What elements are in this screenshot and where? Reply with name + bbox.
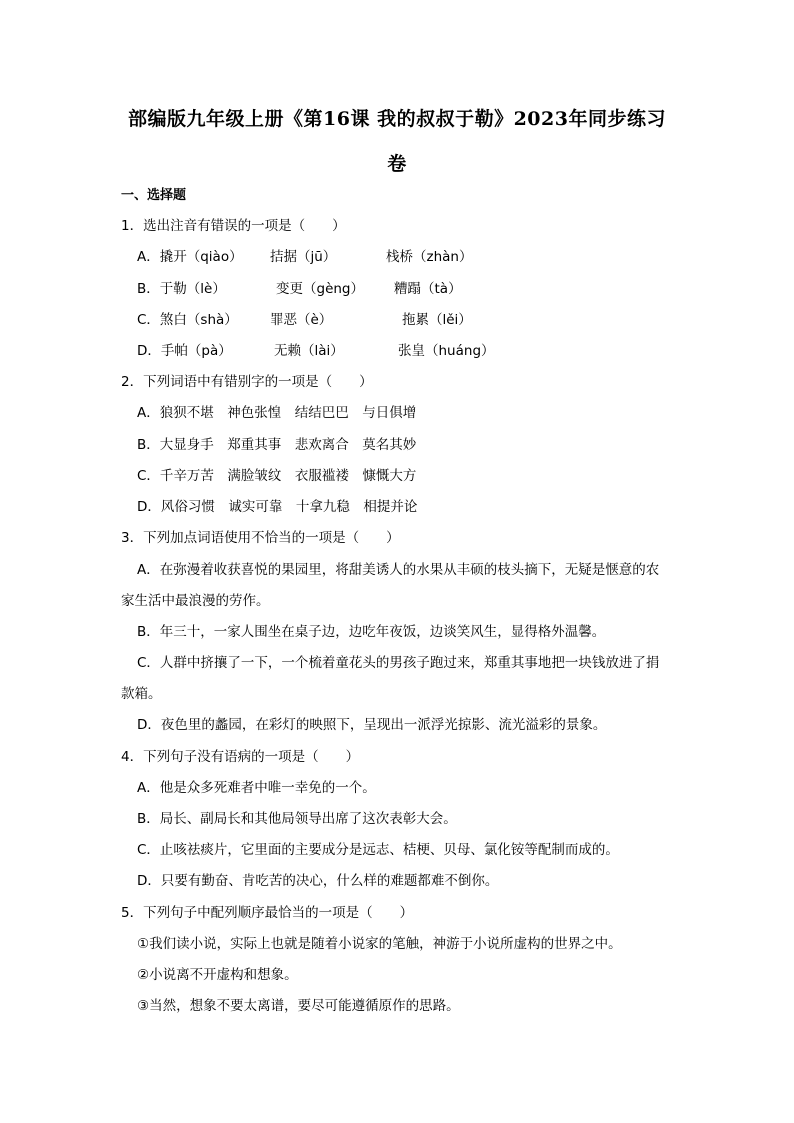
q4-option-a: A．他是众多死难者中唯一幸免的一个。 xyxy=(137,780,376,796)
q2-option-a: A．狼狈不堪 神色张惶 结结巴巴 与日俱增 xyxy=(137,405,417,421)
q1-option-a-1: A．撬开（qiào） xyxy=(137,249,243,265)
q1-option-c-3: 拖累（lěi） xyxy=(402,312,472,328)
q3-option-c-line1: C．人群中挤攘了一下，一个梳着童花头的男孩子跑过来，郑重其事地把一块钱放进了捐 xyxy=(137,655,660,671)
q3-option-b: B．年三十，一家人围坐在桌子边，边吃年夜饭，边谈笑风生，显得格外温馨。 xyxy=(137,624,606,640)
q1-option-c-2: 罪恶（è） xyxy=(270,312,333,328)
document-title-line1: 部编版九年级上册《第16课 我的叔叔于勒》2023年同步练习 xyxy=(128,108,666,130)
q5-sentence-1: ①我们读小说，实际上也就是随着小说家的笔触，神游于小说所虚构的世界之中。 xyxy=(137,936,622,952)
q1-option-d-2: 无赖（lài） xyxy=(274,343,344,359)
q1-option-d-1: D．手帕（pà） xyxy=(137,343,232,359)
document-title-line2: 卷 xyxy=(387,153,407,175)
q1-option-b-2: 变更（gèng） xyxy=(276,281,365,297)
q3-option-d: D．夜色里的蠡园，在彩灯的映照下，呈现出一派浮光掠影、流光溢彩的景象。 xyxy=(137,717,607,733)
q4-option-d: D．只要有勤奋、肯吃苦的决心，什么样的难题都难不倒你。 xyxy=(137,873,499,889)
q1-option-b-1: B．于勒（lè） xyxy=(137,281,226,297)
q1-option-c-1: C．煞白（shà） xyxy=(137,312,238,328)
question-5-stem: 5．下列句子中配列顺序最恰当的一项是（ ） xyxy=(121,905,414,921)
q1-option-d-3: 张皇（huáng） xyxy=(398,343,495,359)
q2-option-c: C．千辛万苦 满脸皱纹 衣服褴褛 慷慨大方 xyxy=(137,468,417,484)
question-4-stem: 4．下列句子没有语病的一项是（ ） xyxy=(121,749,360,765)
q4-option-c: C．止咳祛痰片，它里面的主要成分是远志、桔梗、贝母、氯化铵等配制而成的。 xyxy=(137,842,619,858)
q3-option-a-line2: 家生活中最浪漫的劳作。 xyxy=(121,593,270,609)
q2-option-d: D．风俗习惯 诚实可靠 十拿九稳 相提并论 xyxy=(137,499,418,515)
q3-option-a-line1: A．在弥漫着收获喜悦的果园里，将甜美诱人的水果从丰硕的枝头摘下，无疑是惬意的农 xyxy=(137,562,660,578)
section-heading: 一、选择题 xyxy=(121,188,187,203)
question-3-stem: 3．下列加点词语使用不恰当的一项是（ ） xyxy=(121,530,400,546)
q2-option-b: B．大显身手 郑重其事 悲欢离合 莫名其妙 xyxy=(137,437,417,453)
q1-option-a-2: 拮据（jū） xyxy=(270,249,337,265)
q3-option-c-line2: 款箱。 xyxy=(121,686,162,702)
question-2-stem: 2．下列词语中有错别字的一项是（ ） xyxy=(121,374,373,390)
q4-option-b: B．局长、副局长和其他局领导出席了这次表彰大会。 xyxy=(137,811,457,827)
q5-sentence-3: ③当然，想象不要太离谱，要尽可能遵循原作的思路。 xyxy=(137,998,460,1014)
q1-option-a-3: 栈桥（zhàn） xyxy=(386,249,473,265)
q5-sentence-2: ②小说离不开虚构和想象。 xyxy=(137,967,298,983)
q1-option-b-3: 糟蹋（tà） xyxy=(394,281,462,297)
question-1-stem: 1．选出注音有错误的一项是（ ） xyxy=(121,218,346,234)
